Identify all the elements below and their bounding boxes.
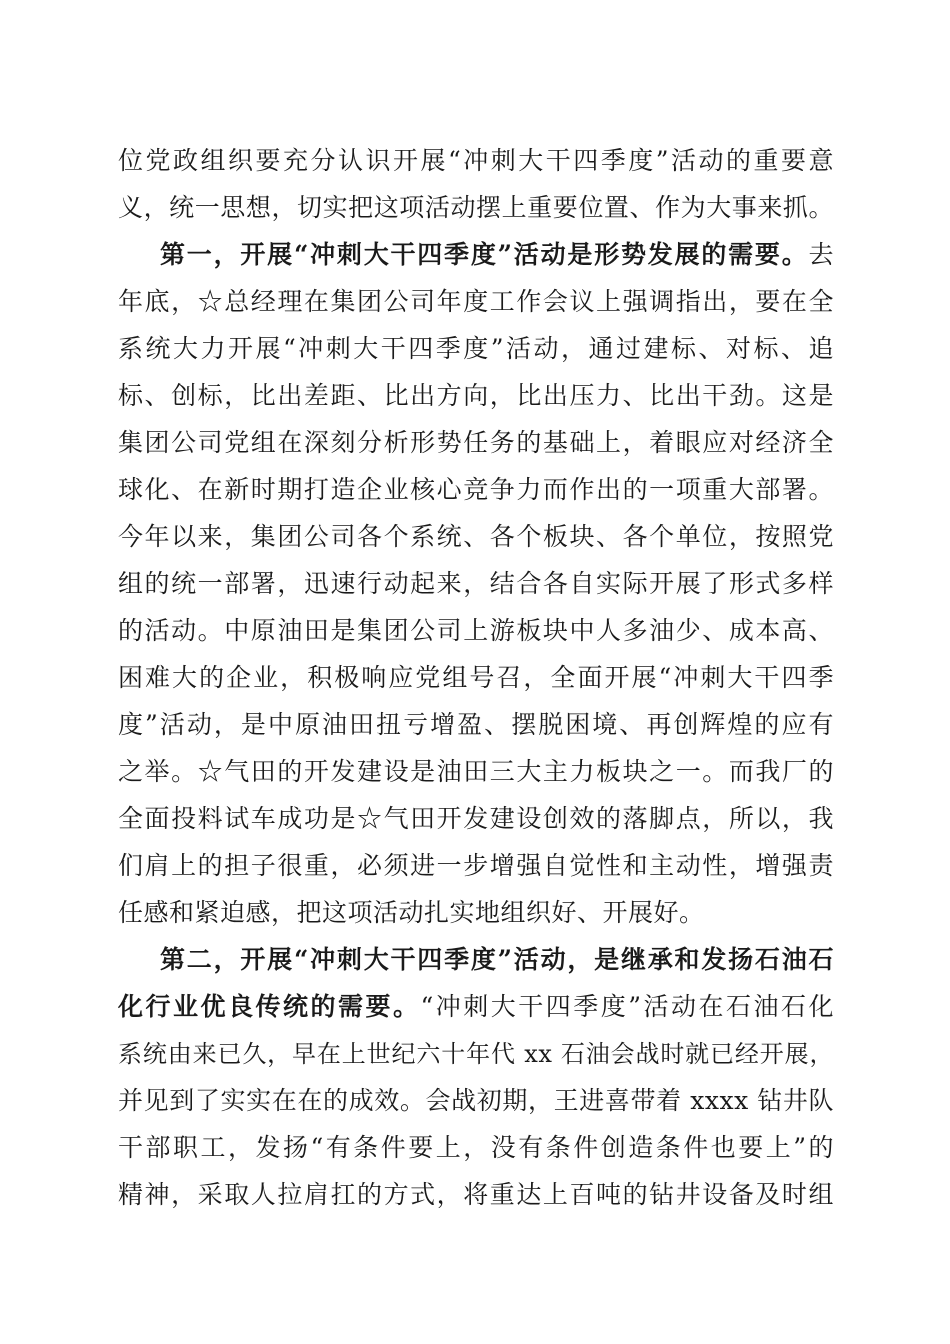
body-text-line: 标、创标，比出差距、比出方向，比出压力、比出干劲。这是 <box>118 381 834 410</box>
body-text-line: 干部职工，发扬“有条件要上，没有条件创造条件也要上”的 <box>118 1133 834 1162</box>
body-text-line: 义，统一思想，切实把这项活动摆上重要位置、作为大事来抓。 <box>118 193 834 222</box>
body-text-line: 组的统一部署，迅速行动起来，结合各自实际开展了形式多样 <box>118 569 834 598</box>
section-heading-second-cont: 化行业优良传统的需要。 <box>118 992 421 1021</box>
body-text-line: 度”活动，是中原油田扭亏增盈、摆脱困境、再创辉煌的应有 <box>118 710 834 739</box>
body-text-fragment: “冲刺大干四季度”活动在石油石化 <box>420 992 834 1021</box>
body-text-line: 年底，☆总经理在集团公司年度工作会议上强调指出，要在全 <box>118 287 834 316</box>
body-text-line: 精神，采取人拉肩扛的方式，将重达上百吨的钻井设备及时组 <box>118 1180 834 1209</box>
body-text-line: 困难大的企业，积极响应党组号召，全面开展“冲刺大干四季 <box>118 663 834 692</box>
section-heading-first: 第一，开展“冲刺大干四季度”活动是形势发展的需要。 <box>160 240 809 269</box>
body-text-line <box>160 235 834 275</box>
section-heading-second: 第二，开展“冲刺大干四季度”活动，是继承和发扬石油石 <box>160 945 834 974</box>
body-text-line: 今年以来，集团公司各个系统、各个板块、各个单位，按照党 <box>118 522 834 551</box>
body-text-line: 任感和紧迫感，把这项活动扎实地组织好、开展好。 <box>118 898 705 927</box>
body-text-line: 集团公司党组在深刻分析形势任务的基础上，着眼应对经济全 <box>118 428 834 457</box>
body-text-fragment: 去 <box>808 240 834 269</box>
body-text-line: 们肩上的担子很重，必须进一步增强自觉性和主动性，增强责 <box>118 851 834 880</box>
body-text-line: 球化、在新时期打造企业核心竞争力而作出的一项重大部署。 <box>118 475 834 504</box>
body-text-line: 全面投料试车成功是☆气田开发建设创效的落脚点，所以，我 <box>118 804 834 833</box>
body-text-line: 位党政组织要充分认识开展“冲刺大干四季度”活动的重要意 <box>118 146 834 175</box>
body-text-line: 并见到了实实在在的成效。会战初期，王进喜带着 xxxx 钻井队 <box>118 1086 834 1115</box>
body-text-line <box>118 987 834 1027</box>
body-text-line: 之举。☆气田的开发建设是油田三大主力板块之一。而我厂的 <box>118 757 834 786</box>
body-text-line: 的活动。中原油田是集团公司上游板块中人多油少、成本高、 <box>118 616 834 645</box>
body-text-line: 系统由来已久，早在上世纪六十年代 xx 石油会战时就已经开展， <box>118 1040 834 1068</box>
body-text-line: 系统大力开展“冲刺大干四季度”活动，通过建标、对标、追 <box>118 334 834 363</box>
